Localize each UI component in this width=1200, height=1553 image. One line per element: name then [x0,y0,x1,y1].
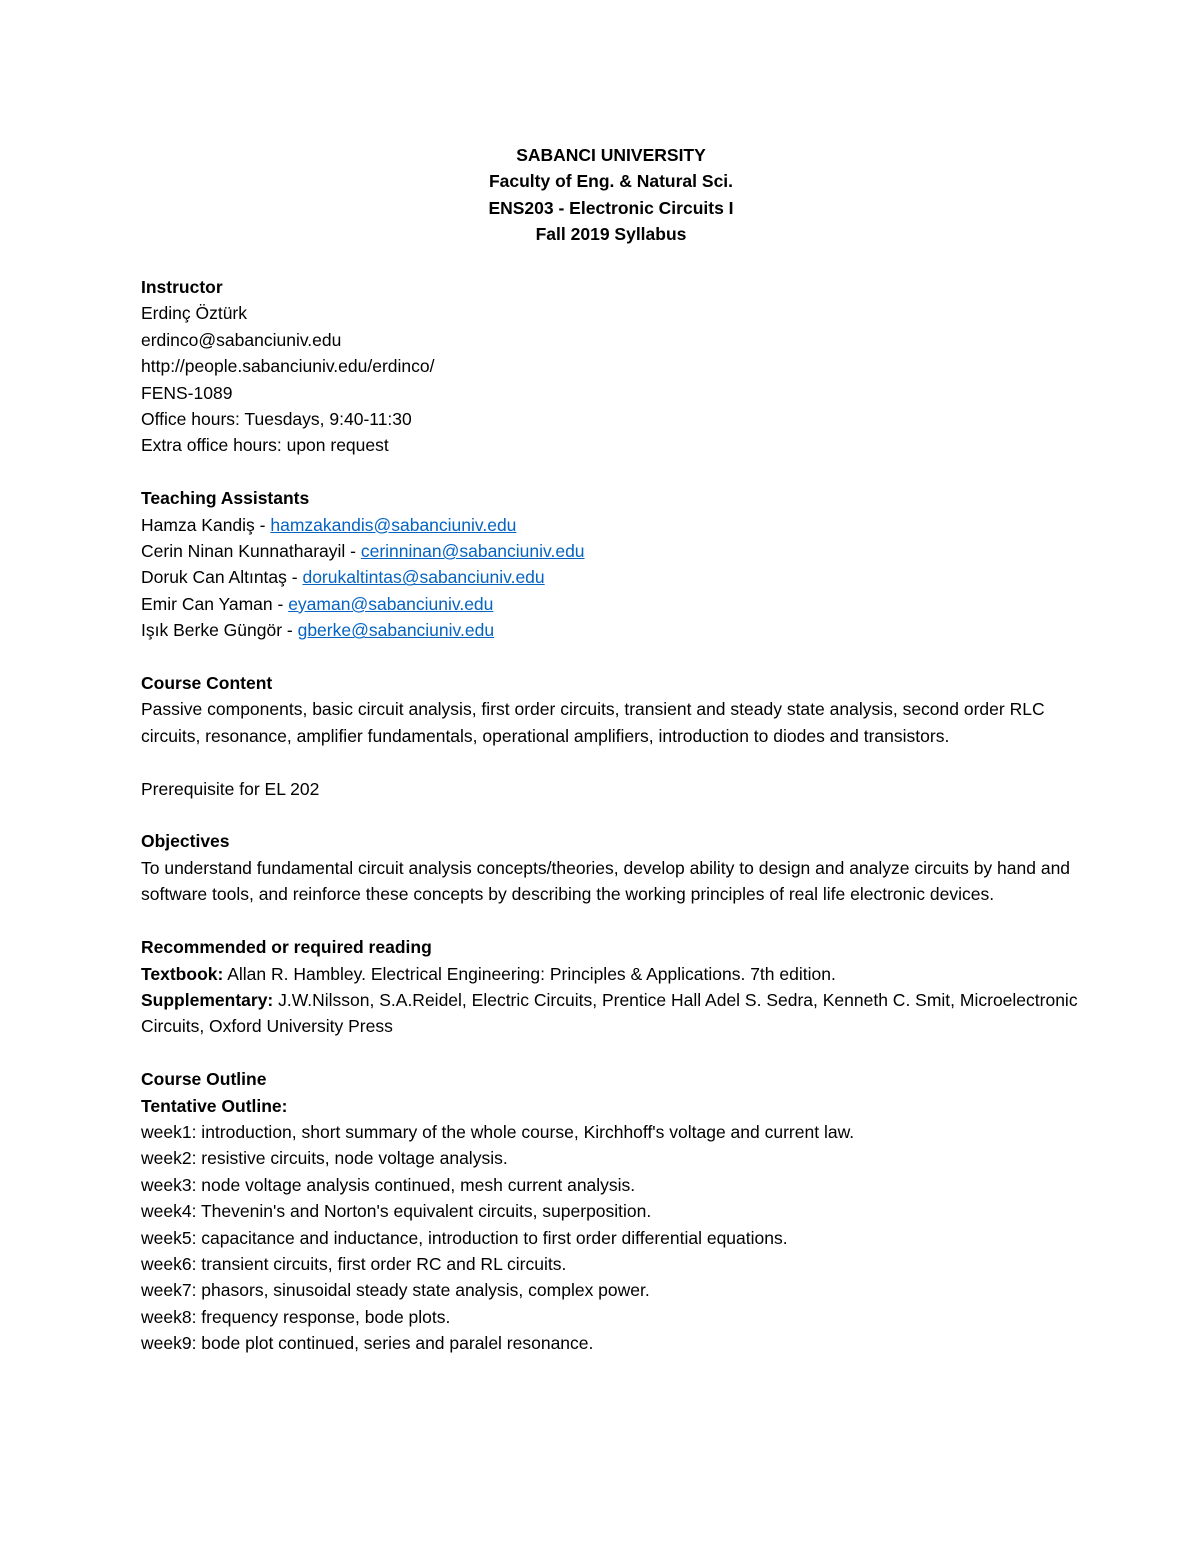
course-content-heading: Course Content [141,673,273,694]
ta-name: Cerin Ninan Kunnatharayil - [141,541,361,562]
outline-week: week7: phasors, sinusoidal steady state analysis, complex power. [141,1280,650,1301]
course-content-section [141,670,1081,749]
outline-week: week6: transient circuits, first order RC and RL circuits. [141,1253,567,1274]
ta-email-link[interactable]: eyaman@sabanciuniv.edu [288,593,494,614]
reading-heading: Recommended or required reading [141,937,432,958]
ta-email-link[interactable]: gberke@sabanciuniv.edu [297,620,495,641]
objectives-heading: Objectives [141,831,230,852]
ta-name: Hamza Kandiş - [141,514,271,535]
instructor-heading: Instructor [141,277,223,298]
ta-item [141,512,1081,538]
ta-email-link[interactable]: dorukaltintas@sabanciuniv.edu [302,567,545,588]
instructor-email: erdinco@sabanciuniv.edu [141,329,342,350]
term-title: Fall 2019 Syllabus [535,224,687,245]
objectives-text: To understand fundamental circuit analysis concepts/theories, develop ability to design and analyze circuits by hand and software tools, and reinforce these concepts by describing the working principles of real life electronic devices. [141,857,1071,905]
outline-week: week4: Thevenin's and Norton's equivalent circuits, superposition. [141,1201,652,1222]
supplementary-line [141,987,1081,1040]
instructor-office: FENS-1089 [141,382,233,403]
prerequisite-text: Prerequisite for EL 202 [141,778,320,799]
ta-name: Işık Berke Güngör - [141,620,298,641]
instructor-name: Erdinç Öztürk [141,303,247,324]
instructor-section [141,274,1081,459]
textbook-line [141,961,1081,987]
ta-section [141,485,1081,643]
document-header [141,142,1081,248]
ta-item [141,564,1081,590]
instructor-office-hours: Office hours: Tuesdays, 9:40-11:30 [141,409,412,430]
outline-week: week9: bode plot continued, series and paralel resonance. [141,1333,594,1354]
outline-week: week8: frequency response, bode plots. [141,1306,451,1327]
ta-item [141,591,1081,617]
objectives-section [141,828,1081,907]
outline-week: week5: capacitance and inductance, introduction to first order differential equations. [141,1227,788,1248]
textbook-label: Textbook: [141,963,224,984]
outline-week: week3: node voltage analysis continued, mesh current analysis. [141,1174,636,1195]
outline-section [141,1066,1081,1356]
ta-email-link[interactable]: cerinninan@sabanciuniv.edu [360,541,585,562]
ta-item [141,538,1081,564]
ta-name: Emir Can Yaman - [141,593,289,614]
syllabus-page [141,142,1081,1383]
reading-section [141,934,1081,1040]
instructor-url: http://people.sabanciuniv.edu/erdinco/ [141,356,435,377]
faculty-title: Faculty of Eng. & Natural Sci. [488,171,734,192]
outline-week: week2: resistive circuits, node voltage analysis. [141,1148,508,1169]
textbook-text: Allan R. Hambley. Electrical Engineering: Principles & Applications. 7th edition. [223,963,836,984]
outline-week: week1: introduction, short summary of the whole course, Kirchhoff's voltage and current law. [141,1121,855,1142]
course-content-text: Passive components, basic circuit analysis, first order circuits, transient and steady state analysis, second order RLC circuits, resonance, amplifier fundamentals, operational amplifiers, introduction to diodes and transistors. [141,699,1045,746]
ta-heading: Teaching Assistants [141,488,310,509]
ta-email-link[interactable]: hamzakandis@sabanciuniv.edu [270,514,517,535]
course-title: ENS203 - Electronic Circuits I [488,197,734,218]
university-title: SABANCI UNIVERSITY [516,145,706,165]
instructor-extra-hours: Extra office hours: upon request [141,435,389,456]
supplementary-label: Supplementary: [141,989,274,1010]
supplementary-text: J.W.Nilsson, S.A.Reidel, Electric Circuits, Prentice Hall Adel S. Sedra, Kenneth C. Smit, Microelectronic Circuits, Oxford University Press [141,989,1078,1037]
prerequisite-section [141,776,1081,802]
outline-heading: Course Outline [141,1069,267,1090]
ta-item [141,617,1081,643]
outline-subheading: Tentative Outline: [141,1095,288,1116]
ta-name: Doruk Can Altıntaş - [141,567,303,588]
